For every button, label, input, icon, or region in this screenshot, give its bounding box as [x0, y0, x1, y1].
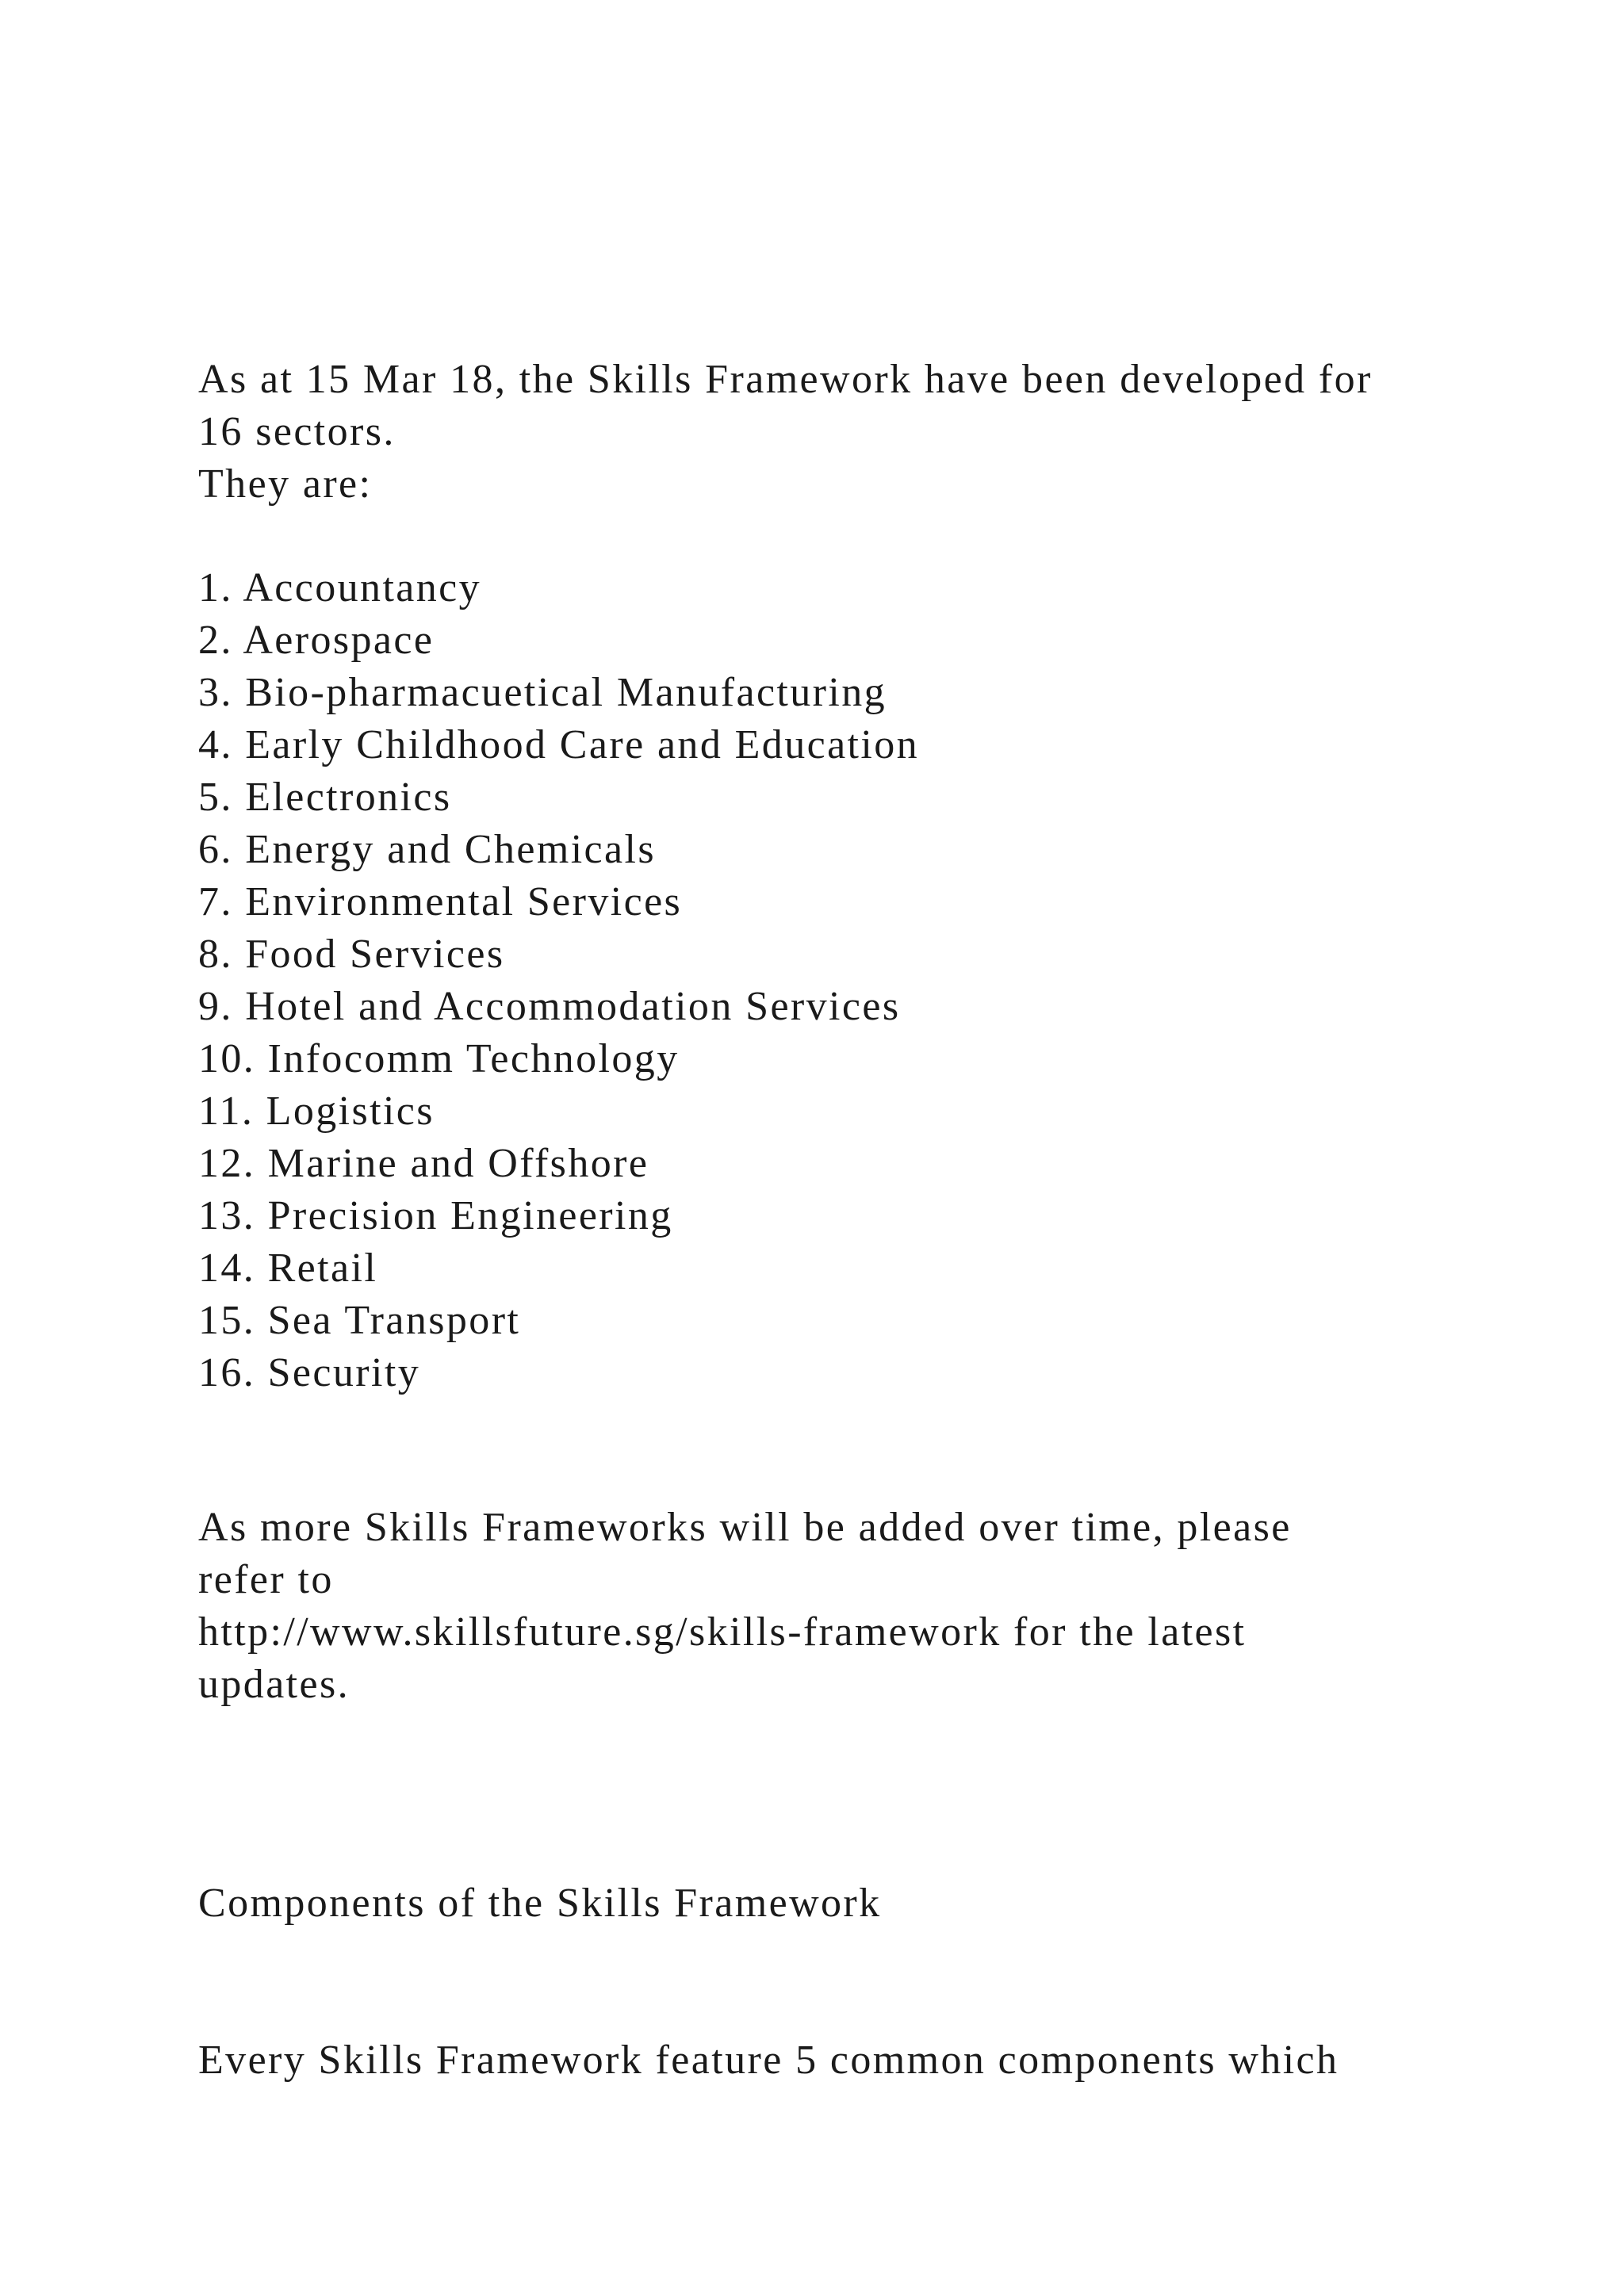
section-heading — [198, 1877, 1467, 1930]
update-note-line: refer to — [198, 1557, 334, 1602]
sector-item: 3. Bio-pharmacuetical Manufacturing — [198, 670, 887, 715]
sector-item: 2. Aerospace — [198, 618, 435, 663]
sector-item: 5. Electronics — [198, 775, 452, 820]
intro-line: As at 15 Mar 18, the Skills Framework have been developed for — [198, 357, 1373, 402]
closing-paragraph — [198, 2034, 1467, 2087]
sector-item: 9. Hotel and Accommodation Services — [198, 984, 901, 1029]
intro-line: They are: — [198, 461, 373, 507]
intro-paragraph — [198, 354, 1467, 511]
intro-line: 16 sectors. — [198, 409, 396, 454]
closing-line: Every Skills Framework feature 5 common components which — [198, 2038, 1339, 2083]
sector-item: 10. Infocomm Technology — [198, 1036, 680, 1081]
sector-item: 4. Early Childhood Care and Education — [198, 722, 920, 767]
section-heading-text: Components of the Skills Framework — [198, 1881, 882, 1926]
sector-list — [198, 562, 1467, 1399]
update-note-url-line: http://www.skillsfuture.sg/skills-framework for the latest — [198, 1609, 1247, 1655]
sector-item: 1. Accountancy — [198, 565, 482, 610]
sector-item: 14. Retail — [198, 1246, 378, 1291]
sector-item: 8. Food Services — [198, 932, 505, 977]
sector-item: 15. Sea Transport — [198, 1298, 521, 1343]
sector-item: 7. Environmental Services — [198, 879, 683, 924]
sector-item: 12. Marine and Offshore — [198, 1141, 649, 1186]
update-note-line: As more Skills Frameworks will be added over time, please — [198, 1505, 1292, 1550]
sector-item: 11. Logistics — [198, 1089, 435, 1134]
update-note-paragraph — [198, 1502, 1467, 1711]
sector-item: 6. Energy and Chemicals — [198, 827, 657, 872]
update-note-line: updates. — [198, 1662, 350, 1707]
sector-item: 16. Security — [198, 1350, 421, 1395]
sector-item: 13. Precision Engineering — [198, 1193, 673, 1238]
